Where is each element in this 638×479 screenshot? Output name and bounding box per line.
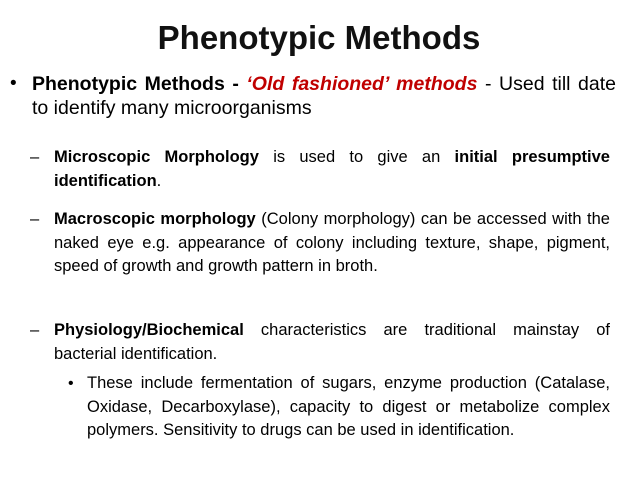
sub-bullet-text <box>54 208 610 279</box>
sub-bullet-physiology <box>30 319 610 366</box>
bullet-bold-label: Phenotypic Methods - <box>32 73 239 95</box>
bullet-icon: • <box>68 375 74 392</box>
sub-bullet-bold: Macroscopic morphology <box>54 210 256 228</box>
dash-icon: – <box>30 148 40 166</box>
sub-bullet-end: . <box>156 171 162 190</box>
bullet-rest: - Used till date to identify many microorganisms <box>32 73 616 119</box>
slide-title: Phenotypic Methods <box>157 19 481 56</box>
sub-bullet-bold: Physiology/Biochemical <box>54 321 244 339</box>
dash-icon: – <box>30 321 40 339</box>
bullet-phenotypic-methods <box>10 72 616 120</box>
sub-sub-bullet-text: These include fermentation of sugars, enzyme production (Catalase, Oxidase, Decarboxylase), capacity to digest or metabolize complex polymers. Sensitivity to drugs can be used in identification. <box>87 374 610 439</box>
sub-bullet-text <box>54 319 610 366</box>
sub-bullet-text <box>54 146 610 193</box>
dash-icon: – <box>30 210 40 228</box>
bullet-text <box>32 72 616 120</box>
sub-bullet-mid: is used to give an <box>258 148 455 166</box>
sub-bullet-bold-2: initial presumptive identification <box>54 148 610 190</box>
bullet-icon: • <box>10 73 17 94</box>
sub-bullet-microscopic <box>30 146 610 193</box>
sub-sub-bullet-tests <box>68 372 610 443</box>
bullet-highlight: ‘Old fashioned’ methods <box>246 73 478 95</box>
sub-bullet-bold: Microscopic Morphology <box>54 148 259 166</box>
sub-bullet-macroscopic <box>30 208 610 279</box>
sub-bullet-rest: (Colony morphology) can be accessed with the naked eye e.g. appearance of colony including texture, shape, pigment, speed of growth and growth pattern in broth. <box>54 210 610 275</box>
sub-bullet-rest: characteristics are traditional mainstay of bacterial identification. <box>54 321 610 363</box>
